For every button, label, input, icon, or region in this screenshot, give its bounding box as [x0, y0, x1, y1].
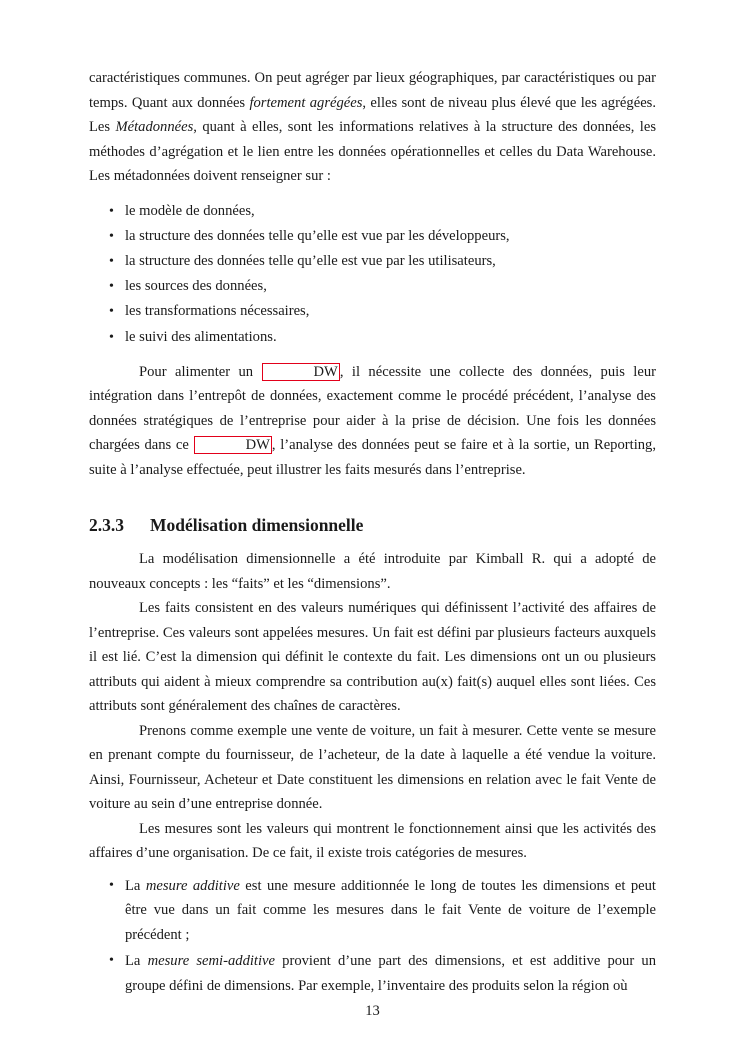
section-number: 2.3.3	[89, 515, 124, 536]
dw-acronym-link[interactable]: DW	[194, 436, 272, 454]
intro-text-3: , quant à elles, sont les informations relatives à la structure des données, les méthodes d’agrégation et le lien entre les données opérationnelles et celles du Data Warehouse. Les métadonnées doivent renseigner sur :	[89, 119, 656, 184]
dw-paragraph	[89, 360, 656, 483]
measure-prefix: La	[125, 877, 146, 894]
intro-emphasis-2: Métadonnées	[115, 119, 194, 135]
paragraph: Les mesures sont les valeurs qui montrent le fonctionnement ainsi que les activités des affaires d’une organisation. De ce fait, il existe trois catégories de mesures.	[89, 820, 656, 862]
list-item: • la structure des données telle qu’elle est vue par les utilisateurs,	[89, 249, 656, 274]
list-item	[89, 949, 656, 998]
dw-text-2: , il nécessite une collecte des données, puis leur intégration dans l’entrepôt de données, exactement comme le procédé précédent, l’analyse des données stratégiques de l’entreprise pour aider à la prise de décision. Une fois les données chargées dans ce	[89, 363, 656, 454]
paragraph: Les faits consistent en des valeurs numériques qui définissent l’activité des affaires de l’entreprise. Ces valeurs sont appelées mesures. Un fait est défini par plusieurs facteurs auxquels il est lié. C’est la dimension qui définit le contexte du fait. Les dimensions ont un ou plusieurs attributs qui aident à mieux comprendre sa contribution au(x) fait(s) auquel elles sont liées. Ces attributs sont généralement des chaînes de caractères.	[89, 600, 656, 715]
list-item: • la structure des données telle qu’elle est vue par les développeurs,	[89, 224, 656, 249]
list-item: • les transformations nécessaires,	[89, 299, 656, 324]
intro-text-1: caractéristiques communes. On peut agréger par lieux géographiques, par caractéristiques ou par temps. Quant aux données	[89, 70, 656, 111]
dw-text-3: , l’analyse des données peut se faire et à la sortie, un Reporting, suite à l’analyse effectuée, peut illustrer les faits mesurés dans l’entreprise.	[89, 437, 656, 478]
measure-term: mesure additive	[145, 877, 240, 894]
intro-text-2: , elles sont de niveau plus élevé que les agrégées. Les	[89, 94, 656, 135]
list-item: • le modèle de données,	[89, 199, 656, 224]
measure-prefix: La	[125, 953, 148, 970]
section-heading	[89, 513, 656, 537]
measure-term: mesure semi-additive	[147, 953, 275, 970]
paragraph: Prenons comme exemple une vente de voiture, un fait à mesurer. Cette vente se mesure en prenant compte du fournisseur, de l’acheteur, de la date à laquelle a été vendue la voiture. Ainsi, Fournisseur, Acheteur et Date constituent les dimensions en relation avec le fait Vente de voiture au sein d’une entreprise donnée.	[89, 722, 656, 813]
page-number: 13	[365, 1003, 380, 1019]
list-item	[89, 874, 656, 948]
dw-text-1: Pour alimenter un	[139, 363, 262, 380]
dw-acronym-link[interactable]: DW	[262, 363, 340, 381]
measure-description: provient d’une part des dimensions, et est additive pour un groupe défini de dimensions. Par exemple, l’inventaire des produits selon la région où	[125, 953, 656, 994]
measure-description: est une mesure additionnée le long de toutes les dimensions et peut être vue dans un fait comme les mesures dans le fait Vente de voiture de l’exemple précédent ;	[125, 877, 656, 943]
intro-paragraph	[89, 66, 656, 189]
metadata-list	[89, 199, 656, 350]
intro-emphasis-1: fortement agrégées	[249, 94, 363, 111]
paragraph: La modélisation dimensionnelle a été introduite par Kimball R. qui a adopté de nouveaux concepts : les “faits” et les “dimensions”.	[89, 551, 656, 592]
section-title: Modélisation dimensionnelle	[150, 515, 364, 536]
list-item: • les sources des données,	[89, 274, 656, 299]
list-item: • le suivi des alimentations.	[89, 325, 656, 350]
page-body	[89, 66, 656, 1004]
measures-list	[89, 874, 656, 999]
